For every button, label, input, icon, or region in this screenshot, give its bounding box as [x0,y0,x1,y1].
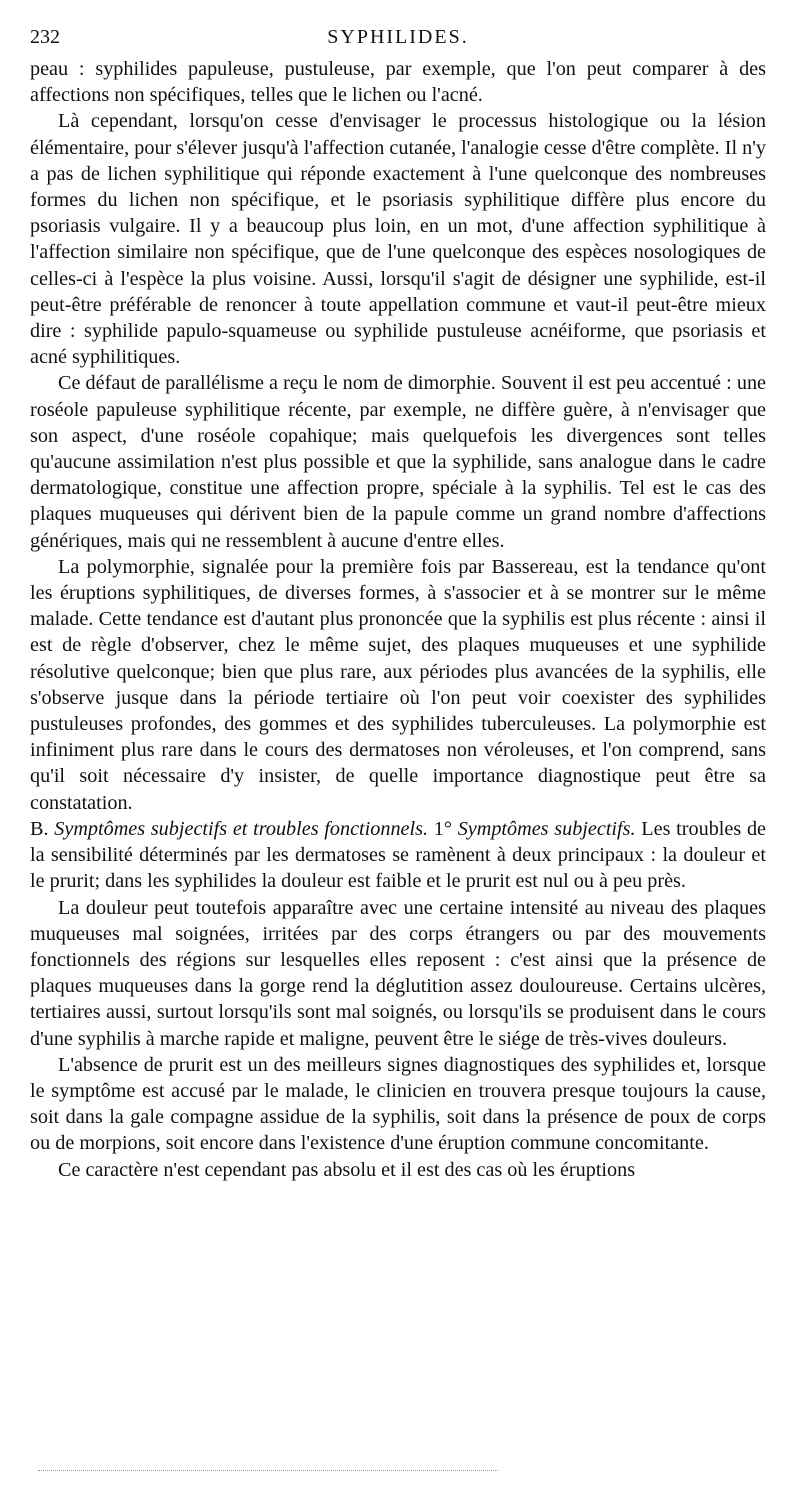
section-text: Les troubles de la sensibilité déterminés par les dermatoses se ramènent à deux principaux : la douleur et le prurit; dans les syphilides la douleur est faible et le prurit est nul ou à peu près. [30,817,767,893]
paragraph-polymorphie: La polymorphie, signalée pour la première fois par Bassereau, est la tendance qu'ont les éruptions syphilitiques, de diverses formes, à s'associer et à se montrer sur le même malade. Cette tendance est d'autant plus prononcée que la syphilis est plus récente : ainsi il est de règle d'observer, chez le même sujet, des plaques muqueuses et une syphilide résolutive quelconque; bien que plus rare, aux périodes plus avancées de la syphilis, elle s'observe jusque dans la période tertiaire où l'on peut voir coexister des syphilides pustuleuses profondes, des gommes et des syphilides tuberculeuses. La polymorphie est infiniment plus rare dans le cours des dermatoses non véroleuses, et l'on comprend, sans qu'il soit nécessaire d'y insister, de quelle importance diagnostique peut être sa constatation. [30,555,766,814]
subsection-number: 1° [428,817,458,840]
paragraph-prurit: L'absence de prurit est un des meilleurs signes diagnostiques des syphilides et, lorsque le symptôme est accusé par le malade, le clinicien en trouvera presque toujours la cause, soit dans la gale compagne assidue de la syphilis, soit dans la présence de poux de corps ou de morpions, soit encore dans l'existence d'une éruption commune concomitante. [30,1053,766,1155]
body-text [30,56,766,1183]
paragraph-section-b [30,816,766,895]
paragraph-dimorphie-intro: Là cependant, lorsqu'on cesse d'envisager le processus histologique ou la lésion élémentaire, pour s'élever jusqu'à l'affection cutanée, l'analogie cesse d'être complète. Il n'y a pas de lichen syphilitique qui réponde exactement à l'une quelconque des nombreuses formes du lichen non spécifique, et le psoriasis syphilitique diffère plus encore du psoriasis vulgaire. Il y a beaucoup plus loin, en un mot, d'une affection syphilitique à l'affection similaire non spécifique, que de l'une quelconque des espèces nosologiques de celles-ci à l'espèce la plus voisine. Aussi, lorsqu'il s'agit de désigner une syphilide, est-il peut-être préférable de renoncer à toute appellation commune et vaut-il peut-être mieux dire : syphilide papulo-squameuse ou syphilide pustuleuse acnéiforme, que psoriasis et acné syphilitiques. [30,110,766,369]
paragraph-continuation: peau : syphilides papuleuse, pustuleuse, par exemple, que l'on peut comparer à des affections non spécifiques, telles que le lichen ou l'acné. [30,58,766,107]
section-heading: Symptômes subjectifs et troubles fonctionnels. [54,817,429,840]
section-letter: B. [30,817,55,840]
paragraph-douleur: La douleur peut toutefois apparaître avec une certaine intensité au niveau des plaques muqueuses mal soignées, irritées par des corps étrangers ou par des mouvements fonctionnels des régions sur lesquelles elles reposent : c'est ainsi que la présence de plaques muqueuses dans la gorge rend la déglutition assez douloureuse. Certains ulcères, tertiaires aussi, surtout lorsqu'ils sont mal soignés, ou lorsqu'ils se produisent dans le cours d'une syphilis à marche rapide et maligne, peuvent être le siége de très-vives douleurs. [30,896,766,1050]
footer-rule [38,1470,498,1471]
running-head [30,26,766,56]
book-page [30,26,766,1183]
paragraph-dimorphie: Ce défaut de parallélisme a reçu le nom de dimorphie. Souvent il est peu accentué : une roséole papuleuse syphilitique récente, par exemple, ne diffère guère, à n'envisager que son aspect, d'une roséole copahique; mais quelquefois les divergences sont telles qu'aucune assimilation n'est plus possible et que la syphilide, sans analogue dans le cadre dermatologique, constitue une affection propre, spéciale à la syphilis. Tel est le cas des plaques muqueuses qui dérivent bien de la papule comme un grand nombre d'affections génériques, mais qui ne ressemblent à aucune d'entre elles. [30,372,766,552]
subsection-heading: Symptômes subjectifs. [457,817,636,840]
page-number: 232 [30,26,60,48]
paragraph-final: Ce caractère n'est cependant pas absolu et il est des cas où les éruptions [58,1158,636,1181]
running-title: SYPHILIDES. [327,26,469,48]
